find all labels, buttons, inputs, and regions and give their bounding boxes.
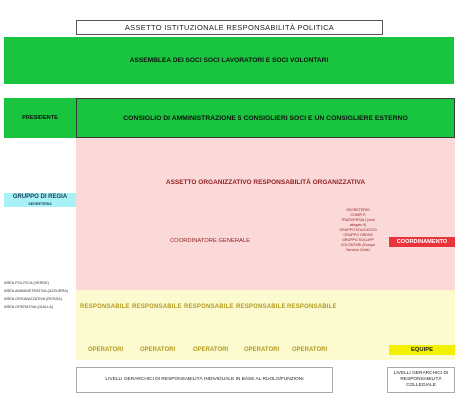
collegial-levels-label: LIVELLI GERARCHICI DI RESPONSABILITÀ COLLEGIALE <box>393 371 449 388</box>
collegial-levels-box <box>387 367 455 393</box>
secretariat-item: allegato 9) <box>349 223 367 227</box>
responsabile-label: RESPONSABILE <box>80 304 130 310</box>
secretariat-item: GRUPPO SVILUPP <box>342 238 374 242</box>
area-label: AREA POLITICA (VERDE) <box>4 281 49 285</box>
secretariat-item: Servizio Civile) <box>346 248 370 252</box>
operatori-label: OPERATORI <box>140 347 176 353</box>
operatori-label: OPERATORI <box>244 347 280 353</box>
responsabile-label: RESPONSABILE <box>287 304 337 310</box>
coordination-badge: COORDINAMENTO <box>389 237 455 247</box>
regia-box <box>4 193 76 207</box>
individual-levels-box <box>76 367 333 393</box>
secretariat-item: TRASVERSALI (vedi <box>341 218 375 222</box>
organizational-area <box>76 138 455 290</box>
council-label: CONSIGLIO DI AMMINISTRAZIONE 5 CONSIGLIERI SOCI E UN CONSIGLIERE ESTERNO <box>123 114 408 122</box>
secretariat-item: SEGRETERIO <box>346 208 370 212</box>
responsabile-label: RESPONSABILE <box>184 304 234 310</box>
operatori-label: OPERATORI <box>292 347 328 353</box>
individual-levels-label: LIVELLI GERARCHICI DI RESPONSABILITÀ INDIVIDUALE IN BASE AL RUOLO/FUNZIONI <box>105 377 304 382</box>
president-label: PRESIDENTE <box>22 115 58 121</box>
responsabile-label: RESPONSABILE <box>236 304 286 310</box>
equipe-badge: EQUIPE <box>389 345 455 355</box>
secretariat-list <box>330 208 386 268</box>
council-box <box>76 98 455 138</box>
secretariat-item: COMPITI <box>350 213 366 217</box>
area-label: AREA ORGANIZZATIVA (ROSSA) <box>4 297 62 301</box>
organization-title: ASSETTO ORGANIZZATIVO RESPONSABILITÀ ORGANIZZATIVA <box>165 178 366 186</box>
secretariat-item: GRUPPO EDUCATIVO <box>339 228 377 232</box>
secretariat-item: VOLONTARI (Europe <box>340 243 376 247</box>
regia-label: GRUPPO DI REGIA <box>12 194 68 200</box>
president-box <box>4 98 76 138</box>
assembly-label: ASSEMBLEA DEI SOCI SOCI LAVORATORI E SOCI VOLONTARI <box>129 57 329 64</box>
area-label: AREA AMMINISTRATIVA (AZZURRA) <box>4 289 68 293</box>
operatori-label: OPERATORI <box>193 347 229 353</box>
regia-sublabel: SEGRETERIA <box>28 202 52 206</box>
secretariat-item: GRUPPO ORDINI <box>343 233 373 237</box>
area-label: AREA OPERATIVA (GIALLA) <box>4 305 54 309</box>
responsabile-label: RESPONSABILE <box>132 304 182 310</box>
operatori-label: OPERATORI <box>88 347 124 353</box>
assembly-band <box>4 37 454 84</box>
coordinator-label: COORDINATORE GENERALE <box>170 238 250 244</box>
header-title: ASSETTO ISTITUZIONALE RESPONSABILITÀ POLITICA <box>76 20 383 35</box>
